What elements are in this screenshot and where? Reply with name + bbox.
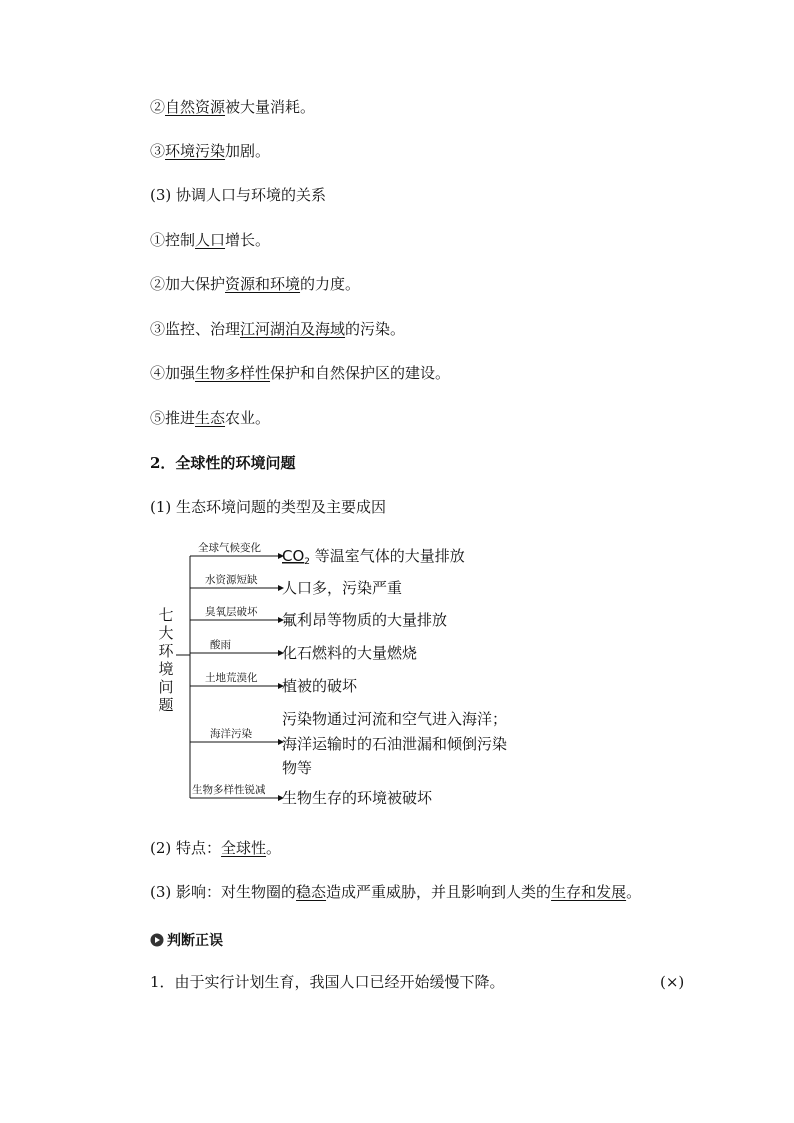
diagram-title-char: 题	[158, 696, 174, 714]
svg-text:酸雨: 酸雨	[210, 639, 231, 651]
problem-row	[190, 573, 402, 597]
problem-row	[190, 783, 433, 807]
svg-text:人口多，污染严重: 人口多，污染严重	[282, 579, 403, 597]
problem-row	[190, 710, 507, 777]
line-feature: (2) 特点：全球性。	[150, 839, 282, 857]
line-control-population: ①控制人口增长。	[150, 231, 271, 249]
svg-text:臭氧层破坏: 臭氧层破坏	[205, 606, 258, 618]
diagram-title	[158, 606, 174, 714]
environment-problems-diagram	[150, 530, 550, 820]
problem-row	[190, 541, 465, 567]
svg-text:氟利昂等物质的大量排放: 氟利昂等物质的大量排放	[282, 611, 448, 629]
diagram-title-char: 境	[158, 660, 174, 678]
svg-text:CO2 等温室气体的大量排放: $CO_2$ 等温室气体的大量排放	[282, 547, 465, 567]
svg-text:土地荒漠化: 土地荒漠化	[205, 672, 258, 684]
line-impact: (3) 影响：对生物圈的稳态造成严重威胁，并且影响到人类的生存和发展。	[150, 883, 642, 901]
svg-text:植被的破坏: 植被的破坏	[282, 677, 358, 695]
line-natural-resources: ②自然资源被大量消耗。	[150, 98, 316, 116]
svg-text:全球气候变化: 全球气候变化	[198, 542, 261, 554]
question-1: 1．由于实行计划生育，我国人口已经开始缓慢下降。	[150, 973, 505, 991]
diagram-title-char: 环	[158, 642, 174, 660]
line-protect-resources: ②加大保护资源和环境的力度。	[150, 275, 361, 293]
svg-text:化石燃料的大量燃烧: 化石燃料的大量燃烧	[282, 644, 418, 662]
svg-text:生物生存的环境被破坏: 生物生存的环境被破坏	[282, 789, 433, 807]
svg-text:海洋污染: 海洋污染	[210, 728, 252, 740]
line-biodiversity: ④加强生物多样性保护和自然保护区的建设。	[150, 364, 451, 382]
diagram-title-char: 大	[158, 624, 174, 642]
problem-row	[190, 671, 358, 695]
diagram-title-char: 问	[158, 678, 174, 696]
svg-text:污染物通过河流和空气进入海洋；: 污染物通过河流和空气进入海洋；	[282, 710, 508, 728]
diagram-title-char: 七	[158, 606, 174, 624]
problem-row	[190, 638, 417, 662]
line-monitor-pollution: ③监控、治理江河湖泊及海域的污染。	[150, 320, 406, 338]
section-2-title: 2．全球性的环境问题	[150, 454, 296, 472]
svg-text:水资源短缺: 水资源短缺	[205, 574, 258, 586]
question-1-mark: (×)	[660, 973, 685, 991]
svg-text:海洋运输时的石油泄漏和倾倒污染: 海洋运输时的石油泄漏和倾倒污染	[282, 735, 508, 753]
judge-heading: 判断正误	[150, 930, 223, 950]
line-eco-agriculture: ⑤推进生态农业。	[150, 409, 271, 427]
svg-text:物等: 物等	[282, 759, 313, 777]
svg-text:生物多样性锐减: 生物多样性锐减	[192, 784, 266, 796]
play-circle-icon	[150, 933, 164, 947]
problem-row	[190, 605, 447, 629]
subheading-coordinate: (3) 协调人口与环境的关系	[150, 186, 327, 204]
section-2-subheading: (1) 生态环境问题的类型及主要成因	[150, 498, 387, 516]
line-pollution: ③环境污染加剧。	[150, 142, 271, 160]
